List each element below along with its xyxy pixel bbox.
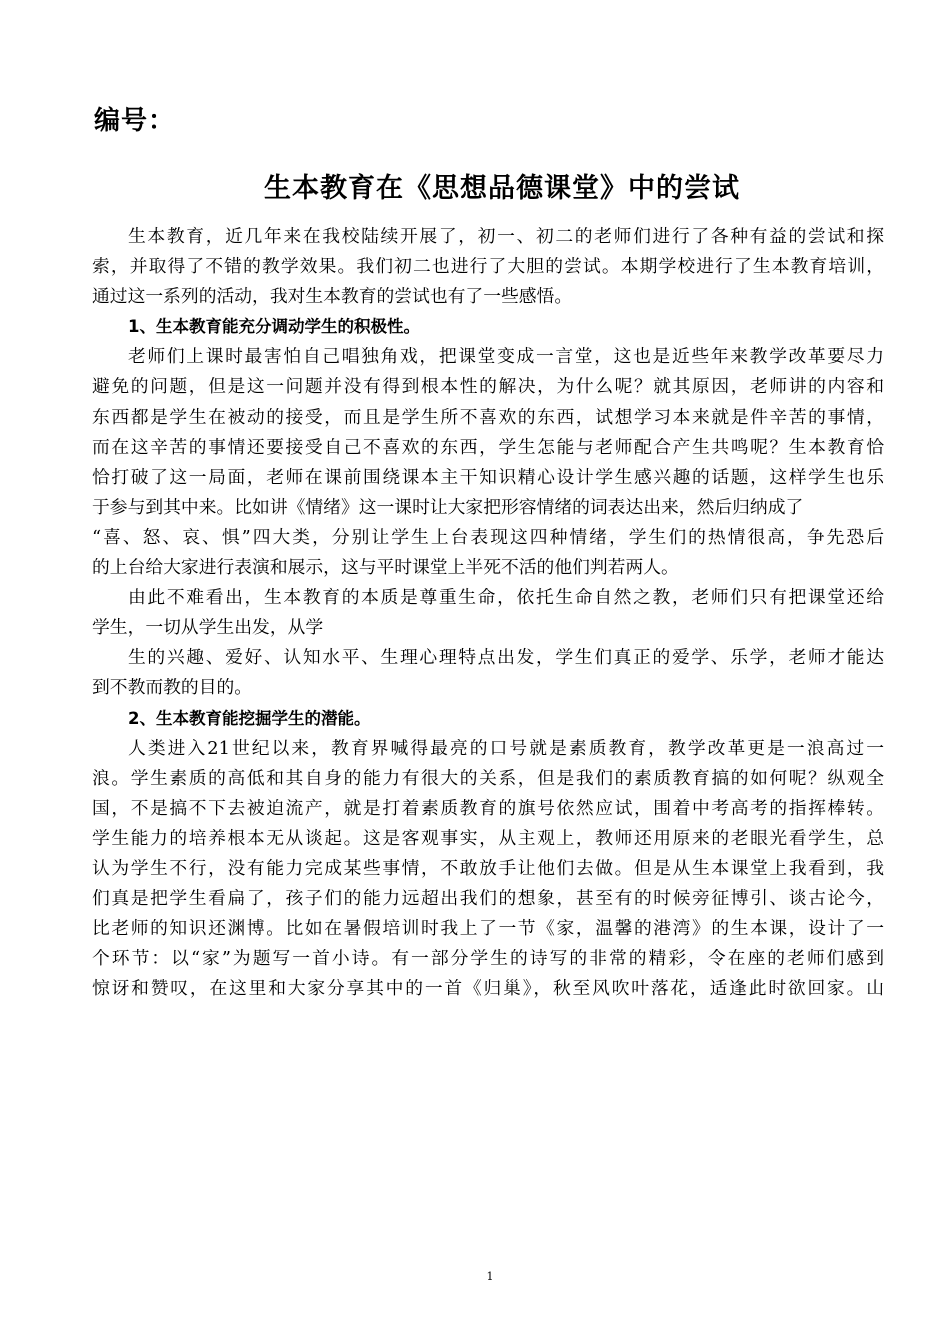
body-line: 生的兴趣、爱好、认知水平、生理心理特点出发，学生们真正的爱学、乐学，老师才能达 bbox=[128, 647, 884, 669]
body-line: 恰打破了这一局面，老师在课前围绕课本主干知识精心设计学生感兴趣的话题，这样学生也乐 bbox=[92, 466, 884, 488]
body-line: 国，不是搞不下去被迫流产，就是打着素质教育的旗号依然应试，围着中考高考的指挥棒转。 bbox=[92, 797, 884, 819]
body-line: 的上台给大家进行表演和展示，这与平时课堂上半死不活的他们判若两人。 bbox=[92, 557, 679, 579]
body-line: 索，并取得了不错的教学效果。我们初二也进行了大胆的尝试。本期学校进行了生本教育培训， bbox=[92, 256, 884, 278]
body-line: 学生，一切从学生出发，从学 bbox=[92, 617, 324, 639]
body-line: 东西都是学生在被动的接受，而且是学生所不喜欢的东西，试想学习本来就是件辛苦的事情， bbox=[92, 406, 884, 428]
body-line: 由此不难看出，生本教育的本质是尊重生命，依托生命自然之教，老师们只有把课堂还给 bbox=[128, 587, 884, 609]
body-line: 避免的问题，但是这一问题并没有得到根本性的解决，为什么呢？就其原因，老师讲的内容和 bbox=[92, 376, 884, 398]
body-line: 通过这一系列的活动，我对生本教育的尝试也有了一些感悟。 bbox=[92, 286, 573, 308]
body-line: 于参与到其中来。比如讲《情绪》这一课时让大家把形容情绪的词表达出来，然后归纳成了 bbox=[92, 496, 804, 518]
body-line: 个环节：以“家”为题写一首小诗。有一部分学生的诗写的非常的精彩，令在座的老师们感到 bbox=[92, 948, 884, 970]
body-line: 认为学生不行，没有能力完成某些事情，不敢放手让他们去做。但是从生本课堂上我看到，我 bbox=[92, 857, 884, 879]
body-line: 学生能力的培养根本无从谈起。这是客观事实，从主观上，教师还用原来的老眼光看学生，总 bbox=[92, 827, 884, 849]
document-title: 生本教育在《思想品德课堂》中的尝试 bbox=[264, 173, 740, 204]
body-line: 惊讶和赞叹，在这里和大家分享其中的一首《归巢》，秋至风吹叶落花，适逢此时欲回家。山 bbox=[92, 978, 884, 1000]
document-body bbox=[92, 222, 884, 1004]
body-line: “喜、怒、哀、惧”四大类，分别让学生上台表现这四种情绪，学生们的热情很高，争先恐后 bbox=[92, 526, 884, 548]
section-heading: 2、生本教育能挖掘学生的潜能。 bbox=[128, 708, 371, 728]
section-heading: 1、生本教育能充分调动学生的积极性。 bbox=[128, 317, 420, 337]
body-line: 生本教育，近几年来在我校陆续开展了，初一、初二的老师们进行了各种有益的尝试和探 bbox=[128, 226, 884, 247]
body-line: 们真是把学生看扁了，孩子们的能力远超出我们的想象，甚至有的时候旁征博引、谈古论今， bbox=[92, 888, 884, 910]
body-line: 浪。学生素质的高低和其自身的能力有很大的关系，但是我们的素质教育搞的如何呢？纵观全 bbox=[92, 767, 884, 789]
body-line: 老师们上课时最害怕自己唱独角戏，把课堂变成一言堂，这也是近些年来教学改革要尽力 bbox=[128, 346, 884, 368]
body-line: 到不教而教的目的。 bbox=[92, 677, 253, 699]
body-line: 人类进入21世纪以来，教育界喊得最亮的口号就是素质教育，教学改革更是一浪高过一 bbox=[128, 737, 884, 759]
document-number-label: 编号： bbox=[94, 106, 176, 136]
body-line: 比老师的知识还渊博。比如在暑假培训时我上了一节《家，温馨的港湾》的生本课，设计了一 bbox=[92, 918, 884, 940]
page-number: 1 bbox=[486, 1270, 494, 1283]
body-line: 而在这辛苦的事情还要接受自己不喜欢的东西，学生怎能与老师配合产生共鸣呢？生本教育恰 bbox=[92, 436, 884, 458]
